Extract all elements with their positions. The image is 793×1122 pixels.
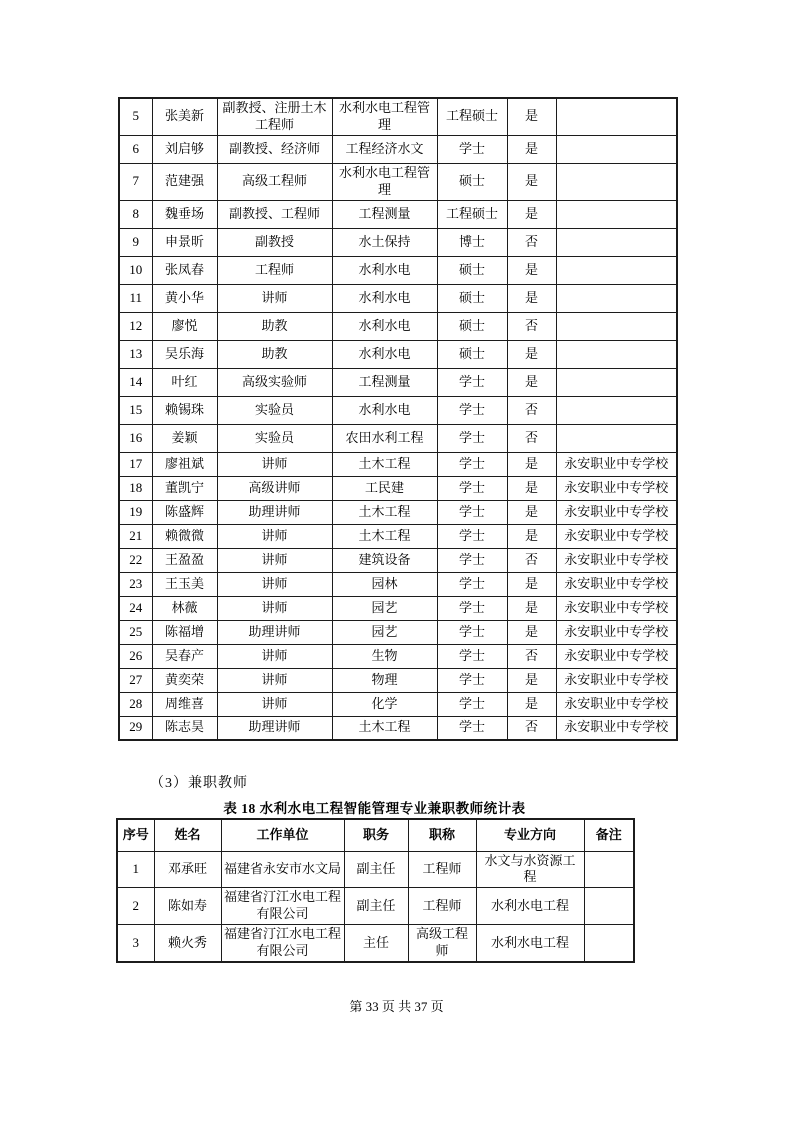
cell-title: 讲师	[217, 692, 332, 716]
cell-name: 林薇	[152, 596, 217, 620]
cell-name: 赖微微	[152, 524, 217, 548]
cell-major: 水利水电工程	[476, 888, 584, 925]
table-row	[117, 925, 634, 962]
table-row	[119, 368, 677, 396]
table-row	[119, 548, 677, 572]
cell-qualified: 是	[507, 163, 556, 200]
cell-remark	[556, 228, 677, 256]
cell-major: 生物	[332, 644, 437, 668]
cell-major: 物理	[332, 668, 437, 692]
cell-degree: 硕士	[437, 284, 507, 312]
cell-name: 黄小华	[152, 284, 217, 312]
cell-name: 廖悦	[152, 312, 217, 340]
cell-title: 助教	[217, 312, 332, 340]
fulltime-teachers-table	[118, 97, 678, 741]
cell-degree: 学士	[437, 424, 507, 452]
cell-title: 讲师	[217, 548, 332, 572]
cell-title: 高级工程师	[217, 163, 332, 200]
cell-position: 副主任	[344, 851, 408, 888]
cell-qualified: 是	[507, 572, 556, 596]
cell-no: 10	[119, 256, 152, 284]
cell-title: 高级工程师	[408, 925, 476, 962]
cell-remark	[556, 200, 677, 228]
cell-remark	[584, 851, 634, 888]
cell-position: 主任	[344, 925, 408, 962]
table-header-row	[117, 819, 634, 851]
cell-remark: 永安职业中专学校	[556, 476, 677, 500]
cell-major: 工程经济水文	[332, 135, 437, 163]
table-row	[119, 500, 677, 524]
cell-major: 水利水电	[332, 312, 437, 340]
cell-no: 1	[117, 851, 154, 888]
cell-qualified: 是	[507, 135, 556, 163]
cell-title: 讲师	[217, 572, 332, 596]
table-row	[119, 200, 677, 228]
cell-degree: 学士	[437, 716, 507, 740]
cell-name: 邓承旺	[154, 851, 221, 888]
cell-title: 讲师	[217, 668, 332, 692]
cell-major: 园艺	[332, 620, 437, 644]
cell-name: 姜颖	[152, 424, 217, 452]
column-header: 备注	[584, 819, 634, 851]
parttime-teachers-table-body	[117, 851, 634, 962]
table-row	[119, 228, 677, 256]
cell-major: 工程测量	[332, 368, 437, 396]
cell-remark: 永安职业中专学校	[556, 692, 677, 716]
cell-degree: 学士	[437, 596, 507, 620]
cell-major: 土木工程	[332, 716, 437, 740]
cell-no: 12	[119, 312, 152, 340]
cell-employer: 福建省汀江水电工程有限公司	[221, 888, 344, 925]
cell-no: 25	[119, 620, 152, 644]
cell-remark: 永安职业中专学校	[556, 596, 677, 620]
table-row	[119, 284, 677, 312]
table-row	[119, 668, 677, 692]
cell-name: 刘启够	[152, 135, 217, 163]
cell-degree: 学士	[437, 692, 507, 716]
column-header: 姓名	[154, 819, 221, 851]
cell-qualified: 否	[507, 548, 556, 572]
cell-title: 副教授、注册土木工程师	[217, 98, 332, 135]
cell-title: 讲师	[217, 284, 332, 312]
cell-title: 工程师	[408, 851, 476, 888]
table-row	[119, 524, 677, 548]
cell-name: 张凤春	[152, 256, 217, 284]
cell-remark: 永安职业中专学校	[556, 572, 677, 596]
table-row	[117, 888, 634, 925]
cell-major: 水利水电工程管理	[332, 163, 437, 200]
cell-no: 27	[119, 668, 152, 692]
cell-remark	[556, 396, 677, 424]
cell-no: 16	[119, 424, 152, 452]
cell-title: 讲师	[217, 596, 332, 620]
cell-qualified: 否	[507, 644, 556, 668]
cell-title: 助教	[217, 340, 332, 368]
cell-qualified: 是	[507, 668, 556, 692]
cell-title: 副教授、工程师	[217, 200, 332, 228]
cell-major: 工民建	[332, 476, 437, 500]
cell-title: 高级讲师	[217, 476, 332, 500]
cell-name: 陈福增	[152, 620, 217, 644]
cell-title: 讲师	[217, 644, 332, 668]
cell-remark	[584, 925, 634, 962]
cell-qualified: 是	[507, 500, 556, 524]
cell-degree: 工程硕士	[437, 200, 507, 228]
cell-title: 工程师	[408, 888, 476, 925]
cell-qualified: 是	[507, 256, 556, 284]
table-row	[119, 692, 677, 716]
table-row	[119, 572, 677, 596]
cell-no: 5	[119, 98, 152, 135]
cell-name: 范建强	[152, 163, 217, 200]
cell-name: 陈志昊	[152, 716, 217, 740]
cell-no: 24	[119, 596, 152, 620]
column-header: 专业方向	[476, 819, 584, 851]
cell-degree: 学士	[437, 620, 507, 644]
cell-name: 赖火秀	[154, 925, 221, 962]
cell-name: 周维喜	[152, 692, 217, 716]
cell-title: 高级实验师	[217, 368, 332, 396]
cell-degree: 硕士	[437, 256, 507, 284]
cell-remark	[556, 340, 677, 368]
cell-no: 23	[119, 572, 152, 596]
cell-no: 29	[119, 716, 152, 740]
parttime-teachers-table	[116, 818, 635, 963]
cell-qualified: 是	[507, 692, 556, 716]
cell-qualified: 是	[507, 596, 556, 620]
cell-remark: 永安职业中专学校	[556, 500, 677, 524]
cell-degree: 工程硕士	[437, 98, 507, 135]
cell-no: 14	[119, 368, 152, 396]
cell-no: 19	[119, 500, 152, 524]
section-heading: （3）兼职教师	[150, 776, 248, 791]
cell-no: 3	[117, 925, 154, 962]
cell-qualified: 否	[507, 396, 556, 424]
cell-qualified: 否	[507, 716, 556, 740]
cell-title: 工程师	[217, 256, 332, 284]
cell-qualified: 是	[507, 620, 556, 644]
table-row	[119, 98, 677, 135]
table-row	[119, 596, 677, 620]
cell-major: 工程测量	[332, 200, 437, 228]
cell-qualified: 否	[507, 424, 556, 452]
column-header: 职称	[408, 819, 476, 851]
cell-major: 水文与水资源工程	[476, 851, 584, 888]
cell-degree: 学士	[437, 452, 507, 476]
table-row	[117, 851, 634, 888]
cell-no: 21	[119, 524, 152, 548]
column-header: 职务	[344, 819, 408, 851]
table-row	[119, 452, 677, 476]
cell-qualified: 是	[507, 524, 556, 548]
cell-title: 副教授	[217, 228, 332, 256]
cell-name: 张美新	[152, 98, 217, 135]
cell-qualified: 否	[507, 228, 556, 256]
table-row	[119, 476, 677, 500]
cell-major: 土木工程	[332, 452, 437, 476]
cell-remark	[556, 424, 677, 452]
cell-degree: 学士	[437, 668, 507, 692]
cell-name: 叶红	[152, 368, 217, 396]
cell-name: 王玉美	[152, 572, 217, 596]
cell-major: 水利水电	[332, 340, 437, 368]
cell-no: 26	[119, 644, 152, 668]
cell-position: 副主任	[344, 888, 408, 925]
cell-no: 6	[119, 135, 152, 163]
cell-name: 魏垂场	[152, 200, 217, 228]
cell-degree: 博士	[437, 228, 507, 256]
cell-remark	[556, 98, 677, 135]
cell-remark	[556, 368, 677, 396]
table-row	[119, 716, 677, 740]
cell-remark	[584, 888, 634, 925]
cell-remark: 永安职业中专学校	[556, 644, 677, 668]
table-row	[119, 424, 677, 452]
cell-title: 实验员	[217, 396, 332, 424]
column-header: 工作单位	[221, 819, 344, 851]
cell-major: 水利水电工程	[476, 925, 584, 962]
cell-major: 农田水利工程	[332, 424, 437, 452]
cell-qualified: 是	[507, 284, 556, 312]
cell-remark: 永安职业中专学校	[556, 716, 677, 740]
cell-title: 副教授、经济师	[217, 135, 332, 163]
cell-qualified: 是	[507, 98, 556, 135]
cell-no: 9	[119, 228, 152, 256]
cell-name: 申景昕	[152, 228, 217, 256]
cell-title: 助理讲师	[217, 500, 332, 524]
cell-title: 助理讲师	[217, 716, 332, 740]
cell-degree: 学士	[437, 572, 507, 596]
cell-employer: 福建省永安市水文局	[221, 851, 344, 888]
cell-name: 赖锡珠	[152, 396, 217, 424]
cell-title: 实验员	[217, 424, 332, 452]
cell-name: 陈盛辉	[152, 500, 217, 524]
cell-major: 园林	[332, 572, 437, 596]
cell-qualified: 是	[507, 368, 556, 396]
cell-title: 讲师	[217, 524, 332, 548]
table-row	[119, 340, 677, 368]
cell-degree: 学士	[437, 548, 507, 572]
table-row	[119, 163, 677, 200]
cell-name: 王盈盈	[152, 548, 217, 572]
cell-major: 水利水电	[332, 396, 437, 424]
cell-major: 水利水电工程管理	[332, 98, 437, 135]
fulltime-teachers-table-body	[119, 98, 677, 740]
cell-no: 13	[119, 340, 152, 368]
cell-major: 水利水电	[332, 284, 437, 312]
cell-name: 黄奕荣	[152, 668, 217, 692]
cell-degree: 硕士	[437, 312, 507, 340]
cell-major: 水土保持	[332, 228, 437, 256]
table-title: 表 18 水利水电工程智能管理专业兼职教师统计表	[223, 801, 526, 816]
table-row	[119, 644, 677, 668]
table-row	[119, 135, 677, 163]
table-row	[119, 620, 677, 644]
cell-no: 17	[119, 452, 152, 476]
cell-no: 2	[117, 888, 154, 925]
cell-degree: 学士	[437, 476, 507, 500]
cell-remark: 永安职业中专学校	[556, 668, 677, 692]
cell-name: 廖祖斌	[152, 452, 217, 476]
cell-remark: 永安职业中专学校	[556, 524, 677, 548]
page-number-footer: 第 33 页 共 37 页	[349, 999, 444, 1014]
cell-remark	[556, 135, 677, 163]
table-row	[119, 396, 677, 424]
cell-degree: 学士	[437, 396, 507, 424]
cell-no: 28	[119, 692, 152, 716]
cell-no: 18	[119, 476, 152, 500]
cell-no: 11	[119, 284, 152, 312]
cell-major: 水利水电	[332, 256, 437, 284]
cell-remark: 永安职业中专学校	[556, 548, 677, 572]
cell-major: 土木工程	[332, 500, 437, 524]
cell-qualified: 是	[507, 452, 556, 476]
cell-name: 吴春产	[152, 644, 217, 668]
cell-name: 陈如寿	[154, 888, 221, 925]
cell-title: 助理讲师	[217, 620, 332, 644]
cell-no: 7	[119, 163, 152, 200]
cell-remark: 永安职业中专学校	[556, 620, 677, 644]
cell-qualified: 是	[507, 340, 556, 368]
cell-remark	[556, 256, 677, 284]
cell-employer: 福建省汀江水电工程有限公司	[221, 925, 344, 962]
cell-qualified: 是	[507, 200, 556, 228]
cell-no: 22	[119, 548, 152, 572]
cell-name: 董凯宁	[152, 476, 217, 500]
cell-remark	[556, 284, 677, 312]
table-row	[119, 256, 677, 284]
cell-major: 园艺	[332, 596, 437, 620]
cell-degree: 学士	[437, 500, 507, 524]
cell-remark: 永安职业中专学校	[556, 452, 677, 476]
cell-name: 吴乐海	[152, 340, 217, 368]
cell-no: 15	[119, 396, 152, 424]
cell-title: 讲师	[217, 452, 332, 476]
cell-major: 土木工程	[332, 524, 437, 548]
cell-qualified: 否	[507, 312, 556, 340]
cell-no: 8	[119, 200, 152, 228]
cell-degree: 学士	[437, 644, 507, 668]
cell-degree: 硕士	[437, 163, 507, 200]
cell-major: 化学	[332, 692, 437, 716]
cell-degree: 学士	[437, 368, 507, 396]
column-header: 序号	[117, 819, 154, 851]
cell-qualified: 是	[507, 476, 556, 500]
cell-degree: 硕士	[437, 340, 507, 368]
cell-degree: 学士	[437, 524, 507, 548]
table-row	[119, 312, 677, 340]
cell-degree: 学士	[437, 135, 507, 163]
cell-remark	[556, 312, 677, 340]
cell-major: 建筑设备	[332, 548, 437, 572]
cell-remark	[556, 163, 677, 200]
